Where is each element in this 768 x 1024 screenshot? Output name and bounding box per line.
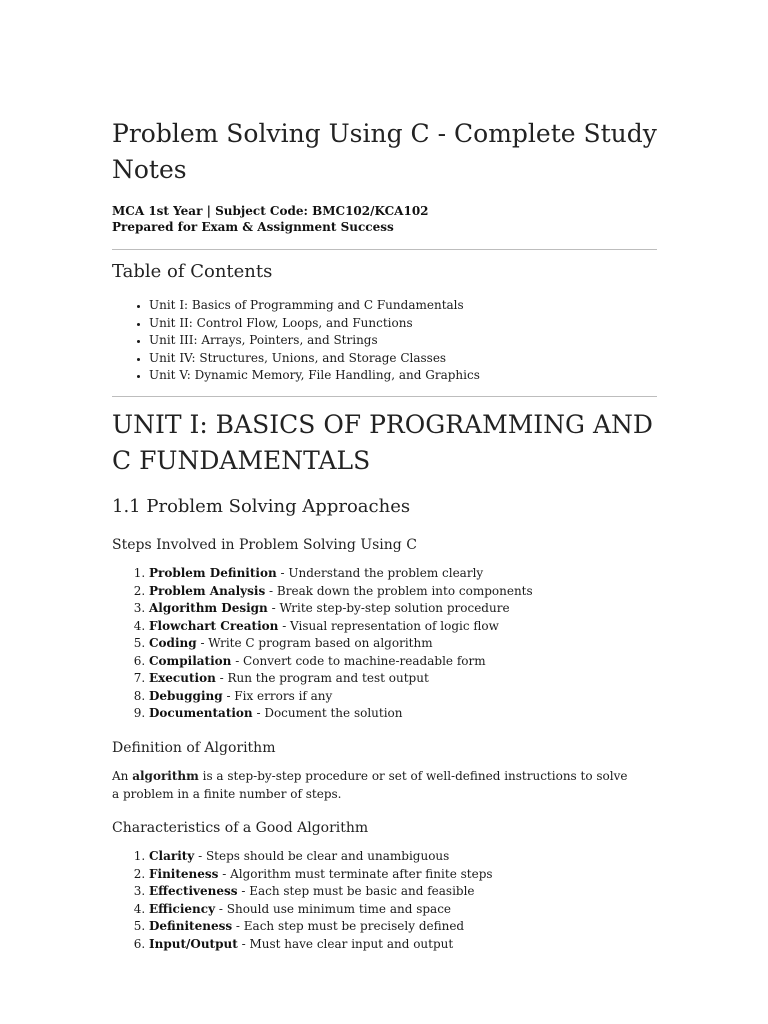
algorithm-definition-heading: Definition of Algorithm: [112, 740, 276, 756]
characteristic-item: [149, 936, 493, 954]
prepared-for-note: Prepared for Exam & Assignment Success: [112, 220, 394, 234]
step-desc: - Fix errors if any: [222, 688, 333, 703]
step-term: Coding: [149, 636, 197, 650]
characteristic-term: Definiteness: [149, 919, 233, 933]
step-desc: - Understand the problem clearly: [276, 566, 484, 580]
step-desc: - Write step-by-step solution procedure: [267, 601, 510, 615]
toc-list: [112, 297, 480, 385]
step-item: [149, 618, 533, 636]
algorithm-definition-text: [112, 768, 632, 803]
toc-item[interactable]: • Unit II: Control Flow, Loops, and Functions: [149, 315, 480, 333]
step-desc: - Write C program based on algorithm: [196, 636, 433, 650]
characteristic-desc: - Steps should be clear and unambiguous: [194, 849, 450, 863]
step-desc: - Visual representation of logic flow: [278, 618, 499, 633]
step-item: [149, 670, 533, 688]
steps-heading: Steps Involved in Problem Solving Using C: [112, 537, 417, 553]
characteristic-desc: - Each step must be basic and feasible: [237, 884, 475, 898]
definition-term: algorithm: [132, 769, 199, 783]
characteristic-term: Efficiency: [149, 901, 216, 916]
step-term: Execution: [149, 671, 216, 685]
toc-item[interactable]: • Unit I: Basics of Programming and C Fundamentals: [149, 297, 480, 315]
toc-heading: Table of Contents: [112, 261, 273, 282]
section-title: 1.1 Problem Solving Approaches: [112, 496, 411, 517]
characteristic-desc: - Must have clear input and output: [237, 936, 454, 951]
step-term: Compilation: [149, 653, 232, 668]
step-term: Debugging: [149, 688, 223, 703]
step-desc: - Convert code to machine-readable form: [231, 653, 486, 668]
characteristic-item: [149, 866, 493, 884]
characteristics-list: [112, 848, 493, 953]
characteristic-desc: - Should use minimum time and space: [215, 901, 452, 916]
characteristic-item: [149, 901, 493, 919]
step-item: [149, 583, 533, 601]
step-item: [149, 688, 533, 706]
steps-list: [112, 565, 533, 723]
unit-title: UNIT I: BASICS OF PROGRAMMING AND C FUNDAMENTALS: [112, 410, 653, 475]
toc-item[interactable]: • Unit III: Arrays, Pointers, and Strings: [149, 332, 480, 350]
step-item: [149, 653, 533, 671]
step-desc: - Break down the problem into components: [265, 583, 533, 598]
step-term: Flowchart Creation: [149, 618, 279, 633]
step-item: [149, 600, 533, 618]
step-term: Problem Analysis: [149, 583, 266, 598]
toc-item[interactable]: • Unit V: Dynamic Memory, File Handling, and Graphics: [149, 367, 480, 385]
characteristic-desc: - Algorithm must terminate after finite steps: [218, 866, 493, 881]
step-desc: - Run the program and test output: [215, 671, 429, 685]
characteristic-term: Finiteness: [149, 866, 219, 881]
definition-body: is a step-by-step procedure or set of well-defined instructions to solve a problem in a finite number of steps.: [112, 769, 628, 801]
step-term: Algorithm Design: [149, 601, 268, 615]
characteristic-term: Input/Output: [149, 936, 238, 951]
divider: [112, 249, 657, 250]
step-item: [149, 705, 533, 723]
characteristic-item: [149, 918, 493, 936]
step-item: [149, 565, 533, 583]
characteristics-heading: Characteristics of a Good Algorithm: [112, 820, 369, 836]
subject-info: MCA 1st Year | Subject Code: BMC102/KCA102: [112, 204, 429, 218]
characteristic-item: [149, 848, 493, 866]
document-title: Problem Solving Using C - Complete Study Notes: [112, 119, 657, 184]
step-term: Problem Definition: [149, 566, 277, 580]
step-term: Documentation: [149, 706, 253, 720]
divider: [112, 396, 657, 397]
characteristic-term: Effectiveness: [149, 884, 238, 898]
step-desc: - Document the solution: [252, 706, 403, 720]
characteristic-desc: - Each step must be precisely defined: [232, 919, 465, 933]
toc-item[interactable]: • Unit IV: Structures, Unions, and Storage Classes: [149, 350, 480, 368]
characteristic-item: [149, 883, 493, 901]
definition-prefix: An: [112, 769, 133, 783]
step-item: [149, 635, 533, 653]
characteristic-term: Clarity: [149, 849, 195, 863]
